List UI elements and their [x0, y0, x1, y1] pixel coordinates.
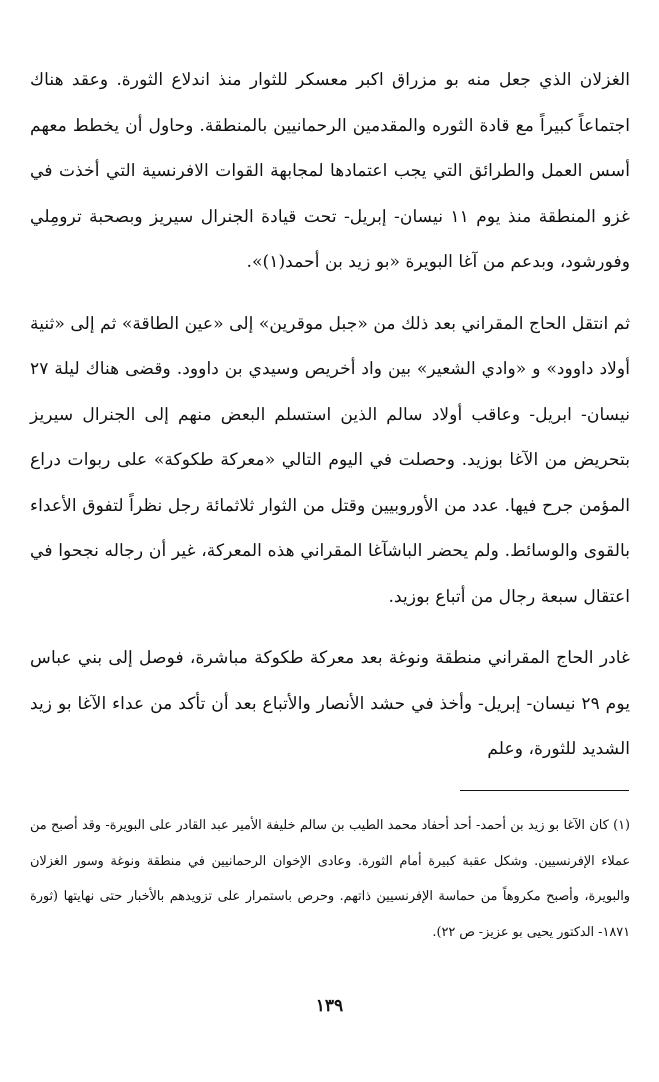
page-number: ١٣٩	[315, 996, 344, 1016]
footnote-divider	[460, 790, 629, 791]
footnote: (١) كان الآغا بو زيد بن أحمد- أحد أحفاد محمد الطيب بن سالم خليفة الأمير عبد القادر على البويرة- وقد أصبح من عملاء الإفرنسيين. وشكل عقبة كبيرة أمام الثورة. وعادى الإخوان الرحمانيين في منطقة ونوغة وسور الغزلان والبويرة، وأصبح مكروهاً من حماسة الإفرنسيين ذاتهم. وحرص باستمرار على تزويدهم بالأخبار حتى نهايتها (ثورة ١٨٧١- الدكتور يحيى بو عزيز- ص ٢٢).	[30, 818, 630, 940]
paragraph-3: غادر الحاج المقراني منطقة ونوغة بعد معركة طكوكة مباشرة، فوصل إلى بني عباس يوم ٢٩ نيسان- إبريل- وأخذ في حشد الأنصار والأتباع بعد أن تأكد من عداء الآغا بو زيد الشديد للثورة، وعلم	[30, 648, 630, 759]
page-body	[30, 58, 630, 773]
paragraph-2: ثم انتقل الحاج المقراني بعد ذلك من «جبل موقرين» إلى «عين الطاقة» ثم إلى «ثنية أولاد داوود» و «وادي الشعير» بين واد أخريص وسيدي بن داوود. وقضى هناك ليلة ٢٧ نيسان- ابريل- وعاقب أولاد سالم الذين استسلم البعض منهم إلى الجنرال سيريز بتحريض من الآغا بوزيد. وحصلت في اليوم التالي «معركة طكوكة» على ربوات دراع المؤمن جرح فيها. عدد من الأوروبيين وقتل من الثوار ثلاثمائة رجل نظراً لتفوق الأعداء بالقوى والوسائط. ولم يحضر الباشآغا المقراني هذه المعركة، غير أن رجاله نجحوا في اعتقال سبعة رجال من أتباع بوزيد.	[29, 313, 630, 607]
paragraph-1: الغزلان الذي جعل منه بو مزراق اكبر معسكر للثوار منذ اندلاع الثورة. وعقد هناك اجتماعاً كبيراً مع قادة الثوره والمقدمين الرحمانيين بالمنطقة. وحاول أن يخطط معهم أسس العمل والطرائق التي يجب اعتمادها لمجابهة القوات الافرنسية التي أخذت في غزو المنطقة منذ يوم ١١ نيسان- إبريل- تحت قيادة الجنرال سيريز وبصحبة ترومِلي وفورشود، وبدعم من آغا البويرة «بو زيد بن أحمد(١)».	[30, 70, 630, 272]
